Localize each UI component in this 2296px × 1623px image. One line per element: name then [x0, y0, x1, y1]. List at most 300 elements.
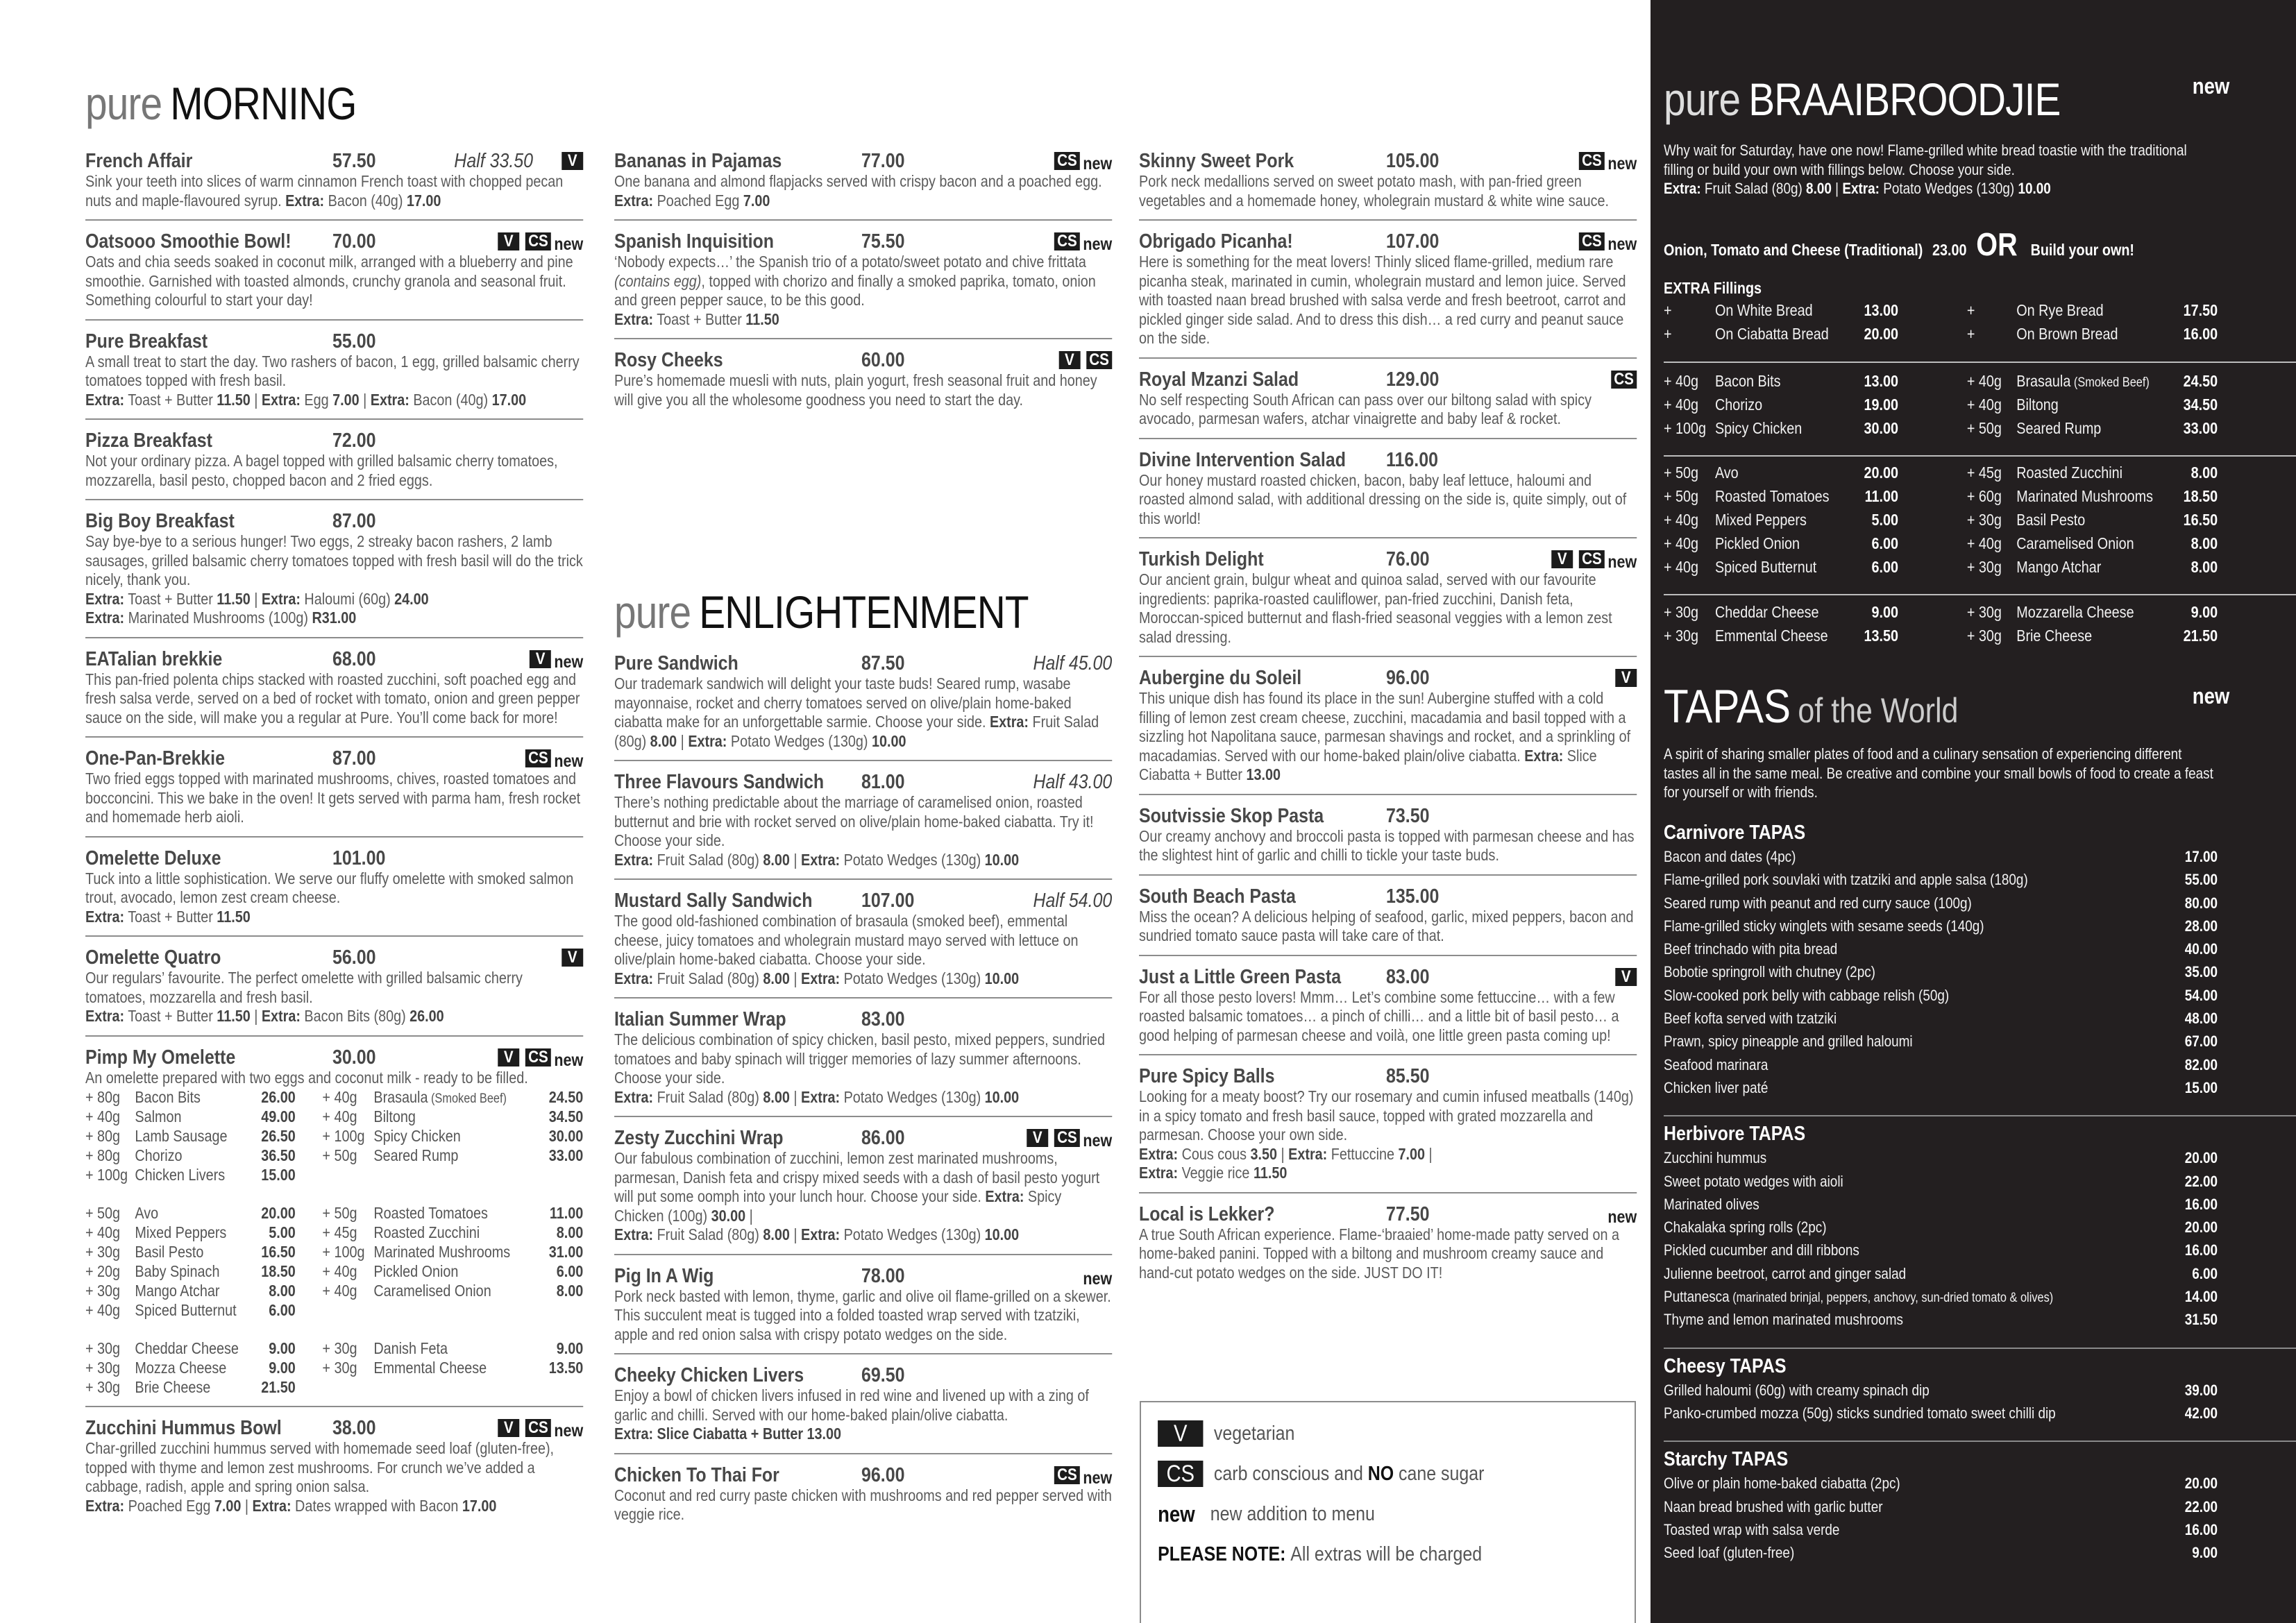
bold-segment: 11.50	[745, 309, 779, 328]
text-segment: Toast + Butter	[124, 907, 217, 926]
tapas-item[interactable]	[1664, 960, 2218, 983]
item-tags	[1033, 890, 1113, 912]
fillings-heading: EXTRA Fillings	[1664, 279, 1762, 297]
fill-option	[1664, 555, 1898, 579]
fill-name	[135, 1300, 236, 1320]
menu-item[interactable]	[85, 219, 583, 319]
tapas-item[interactable]	[1664, 1170, 2218, 1193]
fill-name-text: Emmental Cheese	[373, 1359, 487, 1377]
fill-weight: + 30g	[1966, 558, 2002, 576]
text-segment: This pan-fried polenta chips stacked with roasted zucchini, soft poached egg and fresh salsa verde, served on a bed of rocket with tomato, onion and green pepper sauce on the side, will make you a regular at Pure. You’ll come back for more!	[85, 670, 580, 726]
legend-label-bold: NO	[1367, 1462, 1394, 1485]
item-name: Pure Breakfast	[85, 330, 208, 352]
bold-segment: Extra:	[261, 589, 301, 608]
text-segment: For all those pesto lovers! Mmm… Let’s combine some fettuccine… with a few roasted balsamic tomatoes… a pinch of chilli… and a little bit of basil pesto… a good helping of parmesan cheese and voilà, one little green pasta coming up!	[1139, 987, 1619, 1044]
fill-name	[135, 1146, 182, 1165]
text-segment: Looking for a meaty boost? Try our rosemary and cumin infused meatballs (140g) in a spicy tomato and fresh basil sauce, topped with grated mozzarella and parmesan. Choose your own side.	[1139, 1087, 1634, 1144]
bold-segment: Extra:	[1524, 746, 1564, 765]
menu-item[interactable]	[614, 997, 1112, 1116]
item-extras	[85, 391, 583, 410]
bold-segment: 8.00	[763, 1087, 790, 1106]
tapas-item-name	[1664, 1308, 1903, 1331]
item-tags	[1605, 368, 1637, 391]
fill-price: 31.00	[548, 1243, 584, 1261]
fill-price: 17.50	[2183, 301, 2218, 319]
menu-item[interactable]	[614, 338, 1112, 418]
fill-weight: + 40g	[1966, 372, 2002, 390]
text-segment: Toast + Butter	[124, 390, 217, 409]
cs-badge: CS	[525, 232, 551, 250]
fill-option	[322, 1281, 583, 1300]
fill-weight: + 45g	[322, 1223, 357, 1241]
menu-item[interactable]	[614, 878, 1112, 997]
fill-name	[2016, 393, 2058, 416]
item-header	[85, 847, 583, 869]
item-name: French Affair	[85, 150, 193, 172]
tapas-item-name	[1664, 1170, 1843, 1193]
item-header	[85, 430, 583, 452]
item-tags	[1033, 771, 1113, 793]
v-badge: V	[562, 152, 583, 170]
fill-name	[135, 1223, 226, 1242]
menu-item[interactable]	[85, 736, 583, 836]
menu-list	[85, 140, 583, 1524]
tapas-item-price: 22.00	[2184, 1497, 2218, 1515]
item-header	[85, 1417, 583, 1439]
item-description	[85, 1439, 583, 1497]
tapas-item[interactable]	[1664, 984, 2218, 1007]
tapas-name-text: Seafood marinara	[1664, 1055, 1769, 1073]
item-price: 96.00	[861, 1463, 905, 1486]
tapas-item[interactable]	[1664, 845, 2218, 868]
item-header	[85, 510, 583, 532]
tapas-item[interactable]	[1664, 1239, 2218, 1261]
item-description	[85, 352, 583, 391]
item-header	[614, 771, 1112, 793]
braai-extras	[1664, 179, 2219, 198]
tapas-item-price: 14.00	[2184, 1288, 2218, 1306]
item-price: 78.00	[861, 1264, 905, 1287]
tapas-item[interactable]	[1664, 1379, 2218, 1402]
tapas-item-note: (marinated brinjal, peppers, anchovy, sun-dried tomato & olives)	[1729, 1291, 2054, 1306]
fill-price: 30.00	[1864, 419, 1898, 437]
v-badge: V	[1027, 1129, 1048, 1147]
braai-intro	[1664, 141, 2219, 198]
tapas-item[interactable]	[1664, 1262, 2218, 1285]
item-description	[614, 1030, 1112, 1088]
item-description	[1139, 988, 1637, 1046]
tapas-item[interactable]	[1664, 1518, 2218, 1541]
fill-weight: + 80g	[85, 1146, 121, 1164]
fill-name	[373, 1281, 491, 1300]
tapas-item[interactable]	[1664, 1076, 2218, 1099]
text-segment: Sink your teeth into slices of warm cinnamon French toast with chopped pecan nuts and maple-flavoured syrup.	[85, 172, 564, 210]
item-tags	[1605, 1203, 1637, 1225]
item-extras	[614, 969, 1112, 989]
fill-price: 11.00	[549, 1204, 584, 1222]
bold-segment: 10.00	[984, 1087, 1020, 1106]
intro-text	[1664, 141, 2219, 179]
fill-weight: + 30g	[85, 1282, 121, 1300]
fill-weight: +	[1966, 301, 1975, 319]
fill-name	[135, 1203, 158, 1223]
tapas-item[interactable]	[1664, 915, 2218, 937]
fill-name	[2016, 322, 2118, 346]
fill-price: 9.00	[556, 1339, 584, 1357]
tapas-name-text: Puttanesca	[1664, 1288, 1730, 1306]
bold-segment: Extra:	[85, 1496, 125, 1515]
tapas-item-price: 42.00	[2184, 1404, 2218, 1422]
fill-name	[2016, 461, 2122, 484]
menu-item[interactable]	[614, 1254, 1112, 1354]
note-text: All extras will be charged	[1290, 1543, 1483, 1565]
fill-row	[85, 1223, 583, 1242]
tapas-intro: A spirit of sharing smaller plates of food and a culinary sensation of experiencing different tastes all in the same meal. Be creative and combine your small bowls of food to create a feast for yourself or with friends.	[1664, 745, 2213, 801]
item-header	[1139, 368, 1637, 391]
fill-weight: + 40g	[1664, 396, 1699, 414]
new-tag: new	[2192, 683, 2230, 708]
menu-item[interactable]	[1139, 537, 1637, 656]
fill-price: 5.00	[269, 1223, 296, 1241]
menu-item[interactable]	[85, 1035, 583, 1407]
menu-item[interactable]	[85, 637, 583, 737]
item-header	[614, 230, 1112, 253]
tapas-item[interactable]	[1664, 1402, 2218, 1425]
tapas-item[interactable]	[1664, 1053, 2218, 1076]
fill-price: 34.50	[548, 1107, 584, 1125]
menu-item[interactable]	[614, 643, 1112, 760]
item-name: Omelette Deluxe	[85, 847, 221, 869]
menu-item[interactable]	[85, 935, 583, 1035]
fill-weight: + 40g	[322, 1107, 357, 1125]
title-text: MORNING	[170, 78, 357, 129]
fill-name	[1715, 298, 1813, 322]
tapas-item[interactable]	[1664, 1472, 2218, 1495]
menu-item[interactable]	[1139, 794, 1637, 874]
fill-weight: +	[1664, 301, 1672, 319]
text-segment: A small treat to start the day. Two rashers of bacon, 1 egg, grilled balsamic cherry tomatoes topped with fresh basil.	[85, 352, 580, 389]
item-tags	[524, 648, 584, 670]
text-segment: ‘Nobody expects…’ the Spanish trio of a potato/sweet potato and chive frittata	[614, 253, 1086, 271]
menu-item[interactable]	[85, 418, 583, 499]
cs-badge: CS	[1579, 152, 1605, 170]
text-segment: Our honey mustard roasted chicken, bacon, baby leaf lettuce, haloumi and roasted almond salad, with additional dressing on the side is, quite simply, out of this world!	[1139, 470, 1627, 527]
cs-badge: CS	[1158, 1461, 1203, 1487]
fill-option	[1664, 600, 1898, 624]
bold-segment: 8.00	[763, 969, 790, 987]
tapas-item-name	[1664, 1262, 1906, 1285]
tapas-name-text: Thyme and lemon marinated mushrooms	[1664, 1311, 1903, 1329]
item-price: 68.00	[332, 647, 376, 670]
title-subtitle: of the World	[1798, 691, 1959, 730]
menu-item[interactable]	[85, 836, 583, 936]
menu-item[interactable]	[85, 319, 583, 419]
item-description	[85, 452, 583, 490]
fill-weight: + 20g	[85, 1262, 121, 1280]
fill-price: 13.50	[1864, 627, 1898, 645]
legend-label: carb conscious and	[1213, 1462, 1363, 1485]
item-price: 87.00	[332, 747, 376, 770]
tapas-item-name	[1664, 1541, 1794, 1564]
fill-price: 49.00	[261, 1107, 296, 1125]
tapas-item-name	[1664, 1193, 1759, 1216]
fill-row	[85, 1087, 583, 1107]
text-segment: Fruit Salad (80g)	[1700, 180, 1807, 197]
text-segment: Toast + Butter	[653, 309, 746, 328]
bold-segment: Extra:	[85, 390, 125, 409]
fill-option	[85, 1358, 296, 1377]
tapas-item-name	[1664, 1053, 1768, 1076]
tapas-item-name	[1664, 1518, 1839, 1541]
fillings-group-cheese	[1664, 600, 2218, 647]
fill-weight: + 40g	[1966, 534, 2002, 552]
new-tag: new	[554, 1421, 584, 1441]
tapas-item-name	[1664, 1402, 2056, 1425]
fill-row	[85, 1126, 583, 1146]
text-segment: The good old-fashioned combination of brasaula (smoked beef), emmental cheese, juicy tomatoes and wholegrain mustard mayo served with lettuce on olive/plain home-baked ciabatta. Choose your side.	[614, 912, 1079, 968]
item-description	[85, 1069, 583, 1088]
cs-badge: CS	[1086, 351, 1112, 369]
fill-option	[85, 1087, 296, 1107]
item-extras	[85, 1497, 583, 1516]
menu-item[interactable]	[85, 499, 583, 637]
tapas-item[interactable]	[1664, 1285, 2218, 1308]
menu-item[interactable]	[1139, 1192, 1637, 1292]
menu-item[interactable]	[1139, 219, 1637, 357]
fill-option	[1967, 298, 2218, 322]
half-portion-price: Half 33.50	[454, 150, 533, 172]
text-segment: Fettuccine	[1327, 1144, 1399, 1163]
item-header	[614, 1008, 1112, 1030]
fill-name-text: Basil Pesto	[2016, 511, 2086, 529]
fill-name-text: Brasaula	[373, 1088, 428, 1106]
tapas-item[interactable]	[1664, 937, 2218, 960]
section-title-tapas	[1664, 679, 1958, 738]
fill-name	[1715, 600, 1819, 624]
tapas-item-price: 67.00	[2184, 1033, 2218, 1051]
fill-weight: + 40g	[1664, 372, 1699, 390]
fill-weight: + 50g	[1664, 487, 1699, 505]
fill-name	[373, 1126, 460, 1146]
fill-weight: + 80g	[85, 1127, 121, 1145]
menu-item[interactable]	[1139, 438, 1637, 538]
fill-price: 30.00	[548, 1127, 584, 1145]
menu-item[interactable]	[614, 1116, 1112, 1254]
half-portion-price: Half 54.00	[1033, 890, 1113, 912]
fill-price: 8.00	[556, 1282, 584, 1300]
fill-name-text: Mango Atchar	[135, 1282, 220, 1300]
item-name: Italian Summer Wrap	[614, 1008, 786, 1030]
text-segment: Miss the ocean? A delicious helping of seafood, garlic, mixed peppers, bacon and sundried tomato sauce pasta will take care of that.	[1139, 907, 1634, 944]
menu-item[interactable]	[614, 760, 1112, 878]
menu-item[interactable]	[1139, 1054, 1637, 1192]
fill-price: 36.50	[261, 1146, 296, 1164]
fill-option	[1664, 369, 1898, 393]
tapas-item-name	[1664, 984, 1949, 1007]
fill-option	[1967, 624, 2218, 647]
fill-weight: + 40g	[1966, 396, 2002, 414]
item-extras	[85, 609, 583, 628]
item-extras	[614, 1088, 1112, 1107]
text-segment: Haloumi (60g)	[300, 589, 395, 608]
fill-name	[1715, 484, 1830, 508]
item-extras	[614, 851, 1112, 870]
fill-weight: + 30g	[85, 1359, 121, 1377]
fill-row	[85, 1339, 583, 1358]
item-header	[1139, 885, 1637, 908]
fill-weight: + 50g	[322, 1146, 357, 1164]
tapas-name-text: Slow-cooked pork belly with cabbage relish (50g)	[1664, 986, 1950, 1004]
cs-badge: CS	[1611, 371, 1637, 389]
title-prefix: pure	[85, 78, 162, 129]
item-name: Zucchini Hummus Bowl	[85, 1417, 282, 1439]
tapas-item[interactable]	[1664, 1193, 2218, 1216]
menu-item[interactable]	[1139, 140, 1637, 219]
title-prefix: pure	[1664, 74, 1741, 125]
tapas-item[interactable]	[1664, 1541, 2218, 1564]
fill-price: 20.00	[1864, 464, 1898, 482]
fill-weight: +	[1664, 325, 1672, 343]
text-segment: Tuck into a little sophistication. We serve our fluffy omelette with smoked salmon trout, avocado, lemon zest cream cheese.	[85, 869, 574, 906]
text-segment: Our creamy anchovy and broccoli pasta is topped with parmesan cheese and has the slightest hint of garlic and chilli to tickle your taste buds.	[1139, 826, 1635, 864]
bold-segment: 11.50	[217, 907, 251, 926]
fill-row	[1664, 532, 2218, 555]
item-header	[85, 230, 583, 253]
item-price: 85.50	[1386, 1065, 1430, 1087]
new-tag: new	[1083, 1268, 1113, 1289]
bold-segment: 11.50	[217, 1007, 251, 1025]
tapas-name-text: Grilled haloumi (60g) with creamy spinach dip	[1664, 1381, 1930, 1399]
item-description	[85, 172, 583, 210]
tapas-category	[1664, 1115, 2296, 1347]
fill-row	[1664, 416, 2218, 440]
tapas-name-text: Flame-grilled pork souvlaki with tzatziki and apple salsa (180g)	[1664, 871, 2028, 889]
fill-weight: + 40g	[322, 1088, 357, 1106]
menu-list	[1139, 140, 1637, 1291]
item-header	[1139, 150, 1637, 172]
new-tag: new	[1607, 154, 1637, 173]
fill-row	[85, 1203, 583, 1223]
bold-segment: 26.00	[410, 1007, 444, 1025]
tapas-item[interactable]	[1664, 868, 2218, 891]
fill-row	[1664, 555, 2218, 579]
item-price: 96.00	[1386, 667, 1430, 689]
text-segment: Our ancient grain, bulgur wheat and quinoa salad, served with our favourite ingredients: paprika-roasted cauliflower, pan-fried zucchini, Danish feta, Moroccan-spiced butternut and flash-fried seasonal veggies with a lemon zest salad dressing.	[1139, 570, 1612, 646]
fill-price: 26.00	[261, 1088, 296, 1106]
title-text: TAPAS	[1664, 680, 1791, 733]
fill-name	[2016, 484, 2153, 508]
menu-item[interactable]	[1139, 357, 1637, 438]
bold-segment: 8.00	[1806, 180, 1832, 197]
menu-item[interactable]	[85, 1406, 583, 1524]
fill-name	[373, 1261, 458, 1281]
text-segment: Bacon (40g)	[324, 191, 407, 210]
menu-item[interactable]	[614, 1453, 1112, 1533]
item-name: Omelette Quatro	[85, 946, 221, 969]
half-portion-price: Half 45.00	[1033, 652, 1113, 674]
tapas-item[interactable]	[1664, 1308, 2218, 1331]
menu-item[interactable]	[614, 219, 1112, 338]
fill-name-text: Baby Spinach	[135, 1262, 220, 1280]
legend-note	[1158, 1534, 1637, 1574]
tapas-item-price: 9.00	[2192, 1544, 2218, 1562]
item-header	[1139, 1203, 1637, 1225]
fill-weight: + 40g	[1664, 511, 1699, 529]
menu-item[interactable]	[1139, 874, 1637, 955]
fill-option	[1967, 461, 2218, 484]
item-description	[614, 1149, 1112, 1225]
tapas-item[interactable]	[1664, 1495, 2218, 1518]
bold-segment: Extra:	[85, 1007, 125, 1025]
traditional-price: 23.00	[1932, 241, 1967, 259]
text-segment: This unique dish has found its place in the sun! Aubergine stuffed with a cold filling of lemon zest cream cheese, zucchini, macadamia and basil topped with a sizzling hot Napolitana sauce, parmesan shavings and rocket, and a sprinkling of macadamias. Served with our home-baked plain/olive ciabatta.	[1139, 689, 1631, 765]
item-name: Big Boy Breakfast	[85, 510, 235, 532]
text-segment: |	[241, 1496, 253, 1515]
fill-price: 9.00	[269, 1339, 296, 1357]
item-tags	[1610, 966, 1637, 988]
tapas-item-price: 55.00	[2184, 871, 2218, 889]
text-segment: A true South African experience. Flame-‘braaied’ home-made patty served on a home-baked panini. Topped with a biltong and mushroom creamy sauce and hand-cut potato wedges on the side. JUST DO IT!	[1139, 1225, 1619, 1282]
fill-option	[322, 1146, 583, 1165]
bold-segment: 10.00	[984, 850, 1020, 869]
v-badge: V	[498, 1048, 519, 1067]
build-your-own-label: Build your own!	[2030, 241, 2135, 259]
fill-option	[85, 1165, 296, 1184]
item-price: 76.00	[1386, 548, 1430, 570]
menu-item[interactable]	[614, 1353, 1112, 1453]
tapas-item[interactable]	[1664, 1030, 2218, 1053]
menu-item[interactable]	[1139, 955, 1637, 1055]
bold-segment: Extra:	[1139, 1144, 1179, 1163]
bold-segment: 7.00	[743, 191, 770, 210]
tapas-item[interactable]	[1664, 1146, 2218, 1169]
tapas-name-text: Chicken liver paté	[1664, 1078, 1769, 1096]
fill-name	[373, 1107, 415, 1126]
text-segment: Our regulars’ favourite. The perfect omelette with grilled balsamic cherry tomatoes, mozzarella and fresh basil.	[85, 969, 523, 1006]
fill-row	[1664, 600, 2218, 624]
bold-segment: Extra:	[614, 969, 654, 987]
fill-name-text: Roasted Zucchini	[373, 1223, 480, 1241]
item-name: Soutvissie Skop Pasta	[1139, 804, 1324, 827]
bold-segment: Extra:	[614, 1225, 654, 1243]
item-description	[1139, 391, 1637, 429]
v-badge: V	[562, 949, 583, 967]
tapas-category	[1664, 1441, 2296, 1580]
item-header	[614, 1464, 1112, 1486]
fill-name-text: Marinated Mushrooms	[373, 1243, 511, 1261]
bold-segment: 11.50	[217, 390, 251, 409]
fill-row	[85, 1358, 583, 1377]
bold-segment: Extra:	[614, 850, 654, 869]
text-segment: Spicy Chicken (100g)	[614, 1187, 1062, 1225]
section-title-braaibroodjie	[1664, 74, 2061, 125]
tapas-item[interactable]	[1664, 1007, 2218, 1030]
fill-weight: + 40g	[1664, 558, 1699, 576]
menu-item[interactable]	[1139, 656, 1637, 794]
text-segment: Potato Wedges (130g)	[840, 1087, 985, 1106]
tapas-name-text: Zucchini hummus	[1664, 1149, 1767, 1167]
item-header	[614, 652, 1112, 674]
tapas-item[interactable]	[1664, 892, 2218, 915]
item-header	[614, 890, 1112, 912]
tapas-item[interactable]	[1664, 1216, 2218, 1239]
cs-badge: CS	[1054, 232, 1080, 250]
fill-name-text: Marinated Mushrooms	[2016, 487, 2154, 505]
v-badge: V	[498, 1419, 519, 1437]
menu-item[interactable]	[614, 140, 1112, 219]
menu-item[interactable]	[85, 140, 583, 219]
bold-segment: 7.00	[1398, 1144, 1425, 1163]
